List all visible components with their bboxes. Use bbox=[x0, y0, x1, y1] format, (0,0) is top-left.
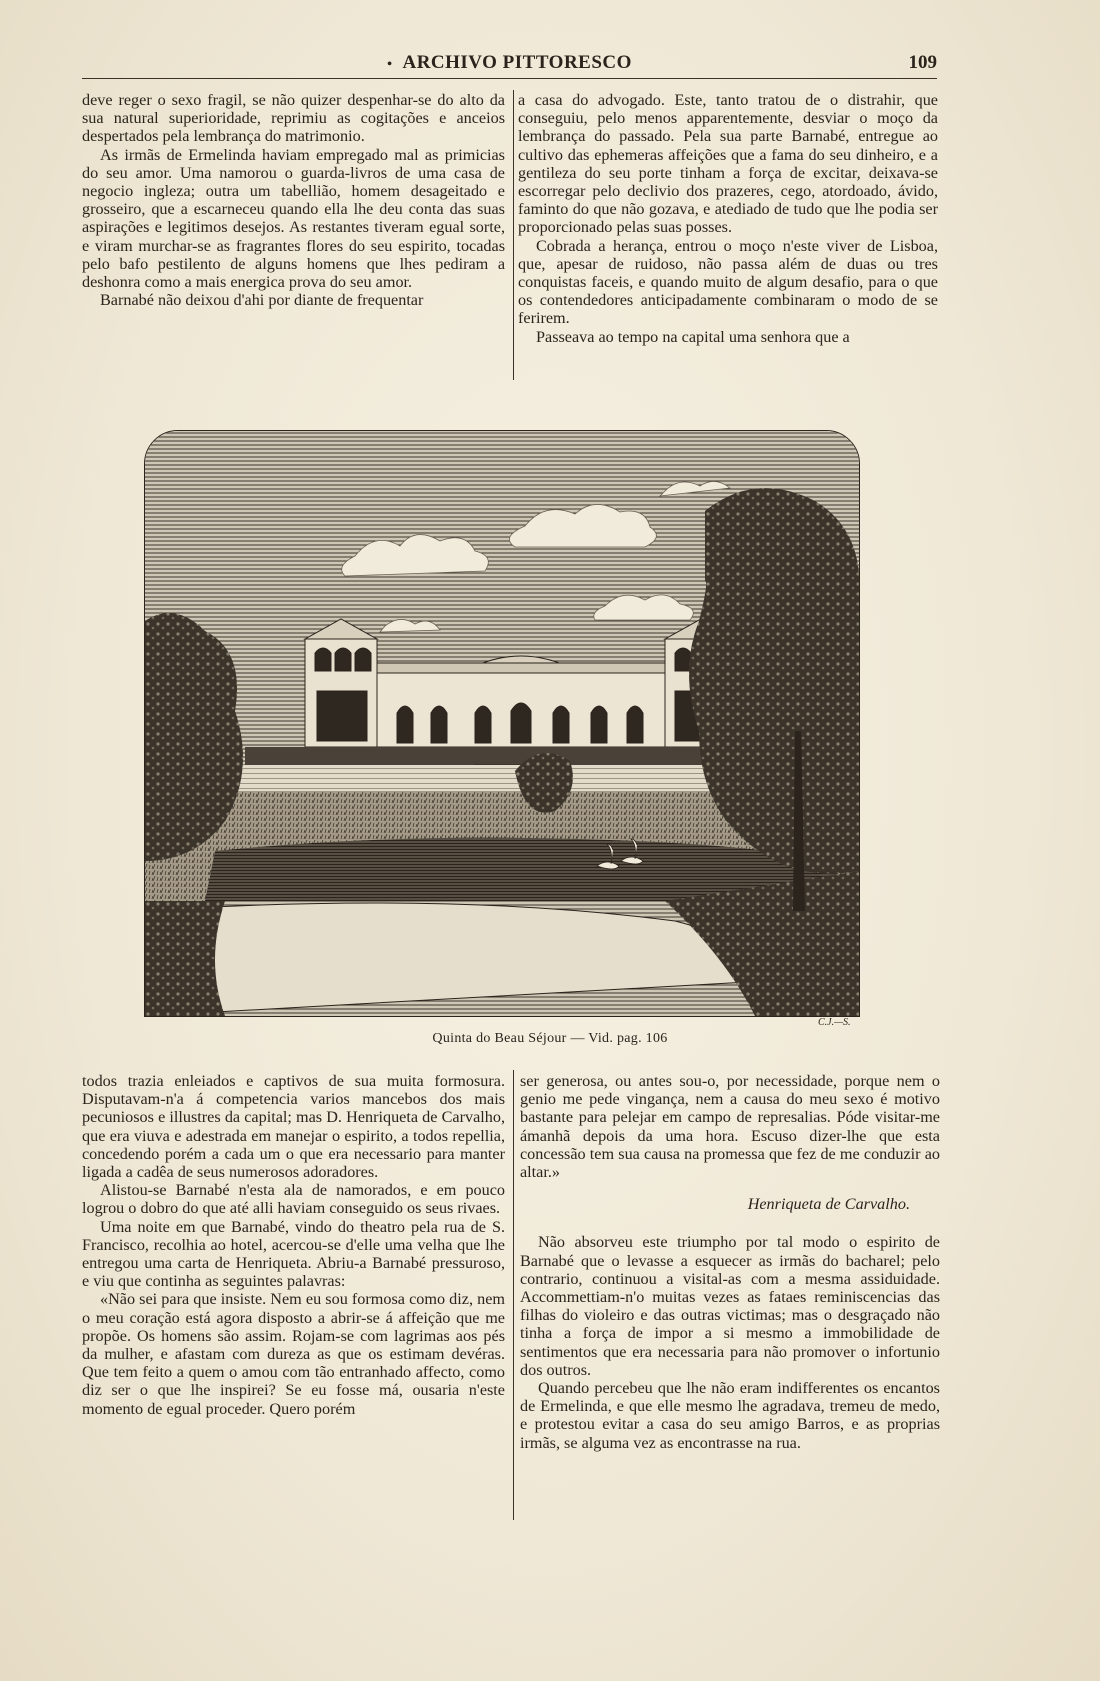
paragraph: Uma noite em que Barnabé, vindo do theatro pela rua de S. Francisco, recolhia ao hotel, acercou-se d'elle uma velha que lhe entregou uma carta de Henriqueta. Abriu-a Barnabé pressuroso, e viu que continha as seguintes palavras: bbox=[82, 1217, 505, 1291]
paragraph: Alistou-se Barnabé n'esta ala de namorados, e em pouco logrou o dobro do que até alli haviam conseguido os seus rivaes. bbox=[82, 1181, 505, 1218]
paragraph: ser generosa, ou antes sou-o, por necessidade, porque nem o genio me pede vingança, nem a causa do meu sexo é motivo bastante para pelejar em campo de represalias. Póde visitar-me ámanhã depois da uma hora. Escuso dizer-lhe que esta concessão tem sua causa na promessa que fez de me conduzir ao altar.» bbox=[520, 1072, 940, 1182]
paragraph: «Não sei para que insiste. Nem eu sou formosa como diz, nem o meu coração está agora disposto a abrir-se á affeição que me propõe. Os homens são assim. Rojam-se com lagrimas aos pés da mulher, e afastam com dureza as que os estimam devéras. Que tem feito a quem o amou com tão entranhado affecto, como diz ser o que lhe inspirei? Se eu fosse má, ousaria n'este momento de egual proceder. Quero porém bbox=[82, 1290, 505, 1418]
illustration-caption: Quinta do Beau Séjour — Vid. pag. 106 bbox=[432, 1031, 668, 1046]
paragraph: Passeava ao tempo na capital uma senhora que a bbox=[536, 327, 850, 346]
column-divider-top bbox=[513, 90, 514, 380]
page-header bbox=[82, 50, 937, 79]
publication-title: ARCHIVO PITTORESCO bbox=[402, 52, 632, 73]
letter-signature: Henriqueta de Carvalho. bbox=[747, 1195, 910, 1214]
paragraph: Barnabé não deixou d'ahi por diante de frequentar bbox=[100, 291, 424, 310]
illustration-quinta-beau-sejour bbox=[144, 430, 860, 1017]
foreground-shrubs-left bbox=[145, 901, 225, 1016]
column-bottom-right bbox=[520, 1072, 940, 1452]
page-number: 109 bbox=[908, 52, 937, 73]
paragraph: todos trazia enleiados e captivos de sua muita formosura. Disputavam-n'a á competencia varios mancebos dos mais pecuniosos e illustres da capital; mas D. Henriqueta de Carvalho, que era viuva e adestrada em manejar o espirito, a todos repellia, concedendo porém a cada um o que era necessario para manter ligada a cadêa de seus numerosos adoradores. bbox=[82, 1072, 505, 1182]
column-bottom-left bbox=[82, 1072, 505, 1418]
paragraph: Não absorveu este triumpho por tal modo o espirito de Barnabé que o levasse a esquecer as irmãs do bacharel; pelo contrario, continuou a visital-as com a mesma assiduidade. Accommettiam-n'o muitas vezes as fataes reminiscencias das filhas do violeiro e das outras victimas; mas o desgraçado não tinha a força de impor a si mesmo a immobilidade de sentimentos que era necessaria para não promover o infortunio dos outros. bbox=[520, 1233, 940, 1379]
paragraph: Cobrada a herança, entrou o moço n'este viver de Lisboa, que, apesar de ruidoso, não passa além de duas ou tres conquistas faceis, e quando muito de algum desafio, para o que os contendedores anticipadamente combinaram o modo de se ferirem. bbox=[518, 236, 938, 328]
paragraph: a casa do advogado. Este, tanto tratou de o distrahir, que conseguiu, pelo menos apparentemente, desviar o moço da lembrança do passado. Pela sua parte Barnabé, entregue ao cultivo das ephemeras affeições que a fama do seu dinheiro, e a gentileza do seu porte tinham a força de excitar, deixava-se escorregar pelo declivio dos prazeres, cego, atordoado, ávido, faminto do que não gozava, e atediado de tudo que lhe podia ser proporcionado pelas suas posses. bbox=[518, 91, 938, 237]
column-top-right bbox=[518, 91, 938, 346]
paragraph: As irmãs de Ermelinda haviam empregado mal as primicias do seu amor. Uma namorou o guarda-livros de uma casa de negocio ingleza; outra um tabellião, homem desageitado e grosseiro, que a escarneceu quando ella lhe deu conta das suas aspirações e legitimos desejos. As restantes tiveram egual sorte, e viram murchar-se as fragrantes flores do seu espirito, tocadas pelo bafo pestilento de alguns homens que lhes pediram a deshonra como a mais energica prova do seu amor. bbox=[82, 145, 505, 292]
column-top-left bbox=[82, 91, 505, 309]
engraver-signature: C.J.—S. bbox=[818, 1017, 851, 1028]
header-ornament: • bbox=[387, 57, 393, 72]
paragraph: deve reger o sexo fragil, se não quizer despenhar-se do alto da sua natural superioridade, reprimiu as cogitações e anceios despertados pela lembrança do matrimonio. bbox=[82, 91, 505, 146]
column-divider-bottom bbox=[513, 1070, 514, 1520]
paragraph: Quando percebeu que lhe não eram indifferentes os encantos de Ermelinda, e que elle mesmo lhe agradava, tremeu de medo, e protestou evitar a casa do seu amigo Barros, e as proprias irmãs, se alguma vez as encontrasse na rua. bbox=[520, 1379, 940, 1452]
engraving-svg bbox=[145, 431, 859, 1016]
